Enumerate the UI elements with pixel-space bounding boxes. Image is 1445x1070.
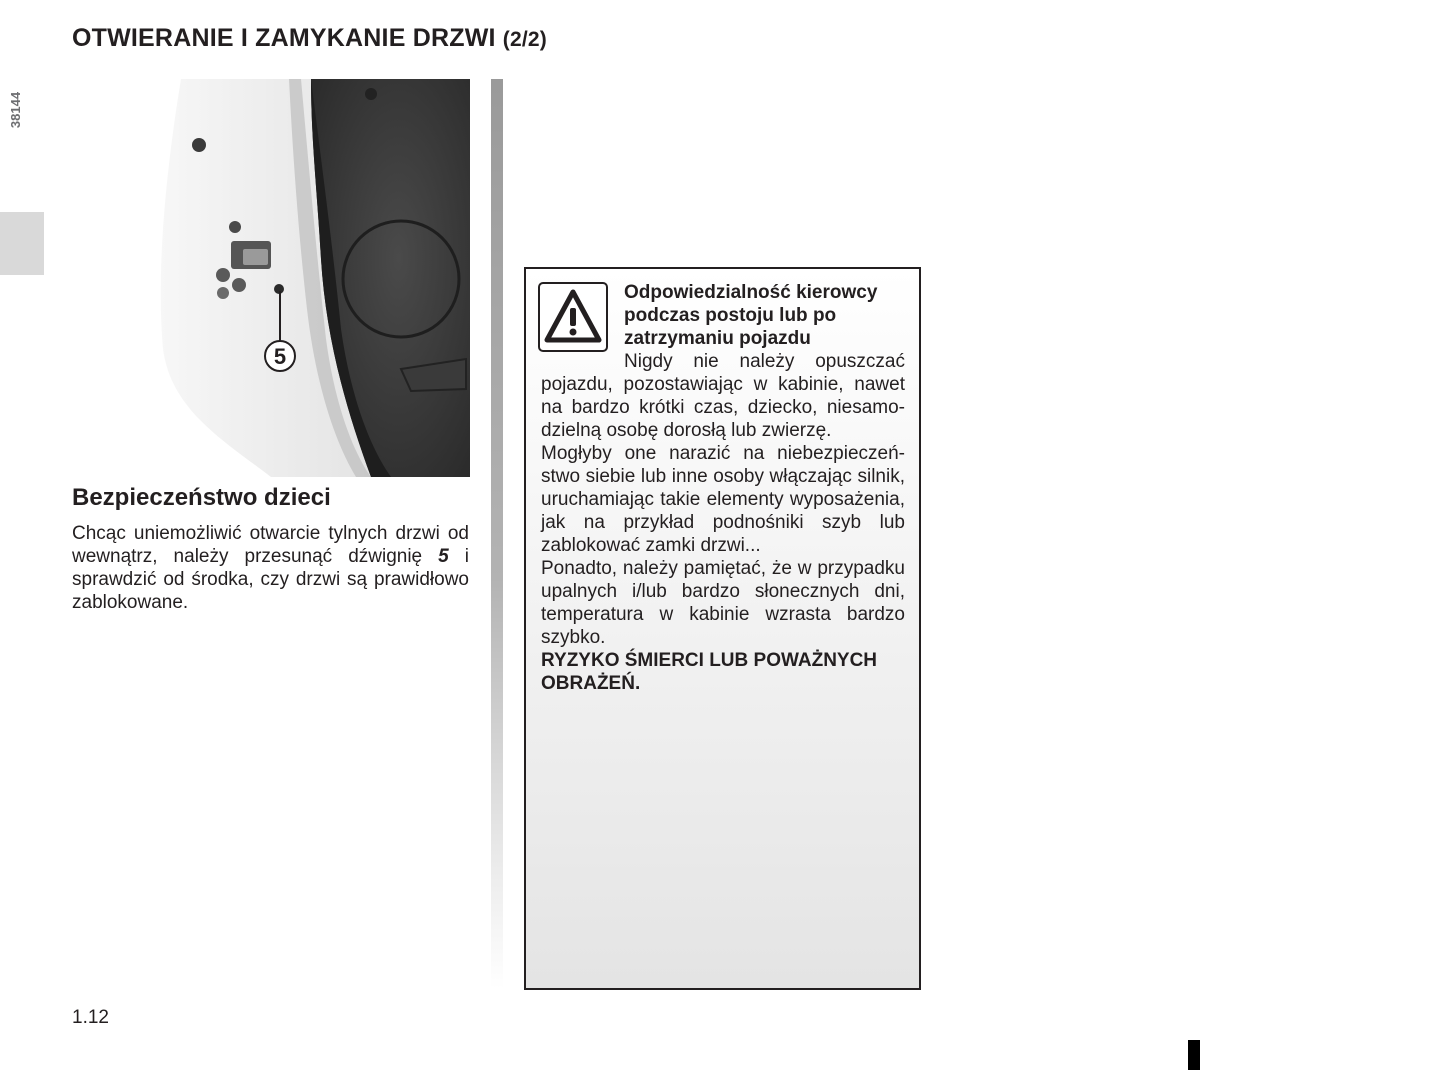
page-corner-mark	[1188, 1040, 1200, 1070]
page-title-text: OTWIERANIE I ZAMYKANIE DRZWI	[72, 24, 496, 52]
door-illustration	[71, 79, 470, 477]
warning-paragraph: Nigdy nie należy opuszczać pojazdu, pozostawiając w kabinie, nawet na bardzo krótki czas, dziecko, niesamodzielną osobę dorosłą lub zwierzę.	[541, 351, 905, 441]
warning-emphasis: RYZYKO ŚMIERCI LUB POWAŻNYCH OBRAŻEŃ.	[541, 650, 878, 694]
body-text-before: Chcąc uniemożliwić otwarcie tylnych drzwi od wewnątrz, należy przesunąć dźwignię	[72, 523, 469, 567]
warning-triangle-icon	[538, 282, 608, 352]
warning-paragraph: Ponadto, należy pamiętać, że w przypadku upalnych i/lub bardzo słonecznych dni, temperatura w kabinie wzrasta bardzo szybko.	[541, 558, 905, 648]
warning-body	[541, 350, 905, 695]
warning-paragraph: Mogłyby one narazić na niebezpieczeństwo siebie lub inne osoby włączając silnik, uruchamiając takie elementy wyposażenia, jak na przykład podnośniki szyb lub zablokować zamki drzwi...	[541, 443, 905, 556]
warning-box	[524, 267, 921, 990]
chapter-tab	[0, 212, 44, 275]
page-title	[72, 24, 547, 53]
section-heading: Bezpieczeństwo dzieci	[72, 484, 331, 511]
lever-reference: 5	[438, 546, 449, 567]
warning-heading: Odpowiedzialność kierowcy podczas postoju lub po zatrzymaniu pojazdu	[624, 282, 878, 349]
door-photo	[71, 79, 470, 477]
callout-label: 5	[273, 344, 287, 369]
photo-reference-number: 38144	[7, 91, 23, 129]
page-number: 1.12	[72, 1007, 109, 1028]
section-body	[72, 522, 469, 614]
column-divider	[491, 79, 503, 989]
body-text-after: i sprawdzić od środka, czy drzwi są prawidłowo zablokowane.	[72, 546, 469, 613]
page-title-suffix: (2/2)	[502, 28, 547, 51]
